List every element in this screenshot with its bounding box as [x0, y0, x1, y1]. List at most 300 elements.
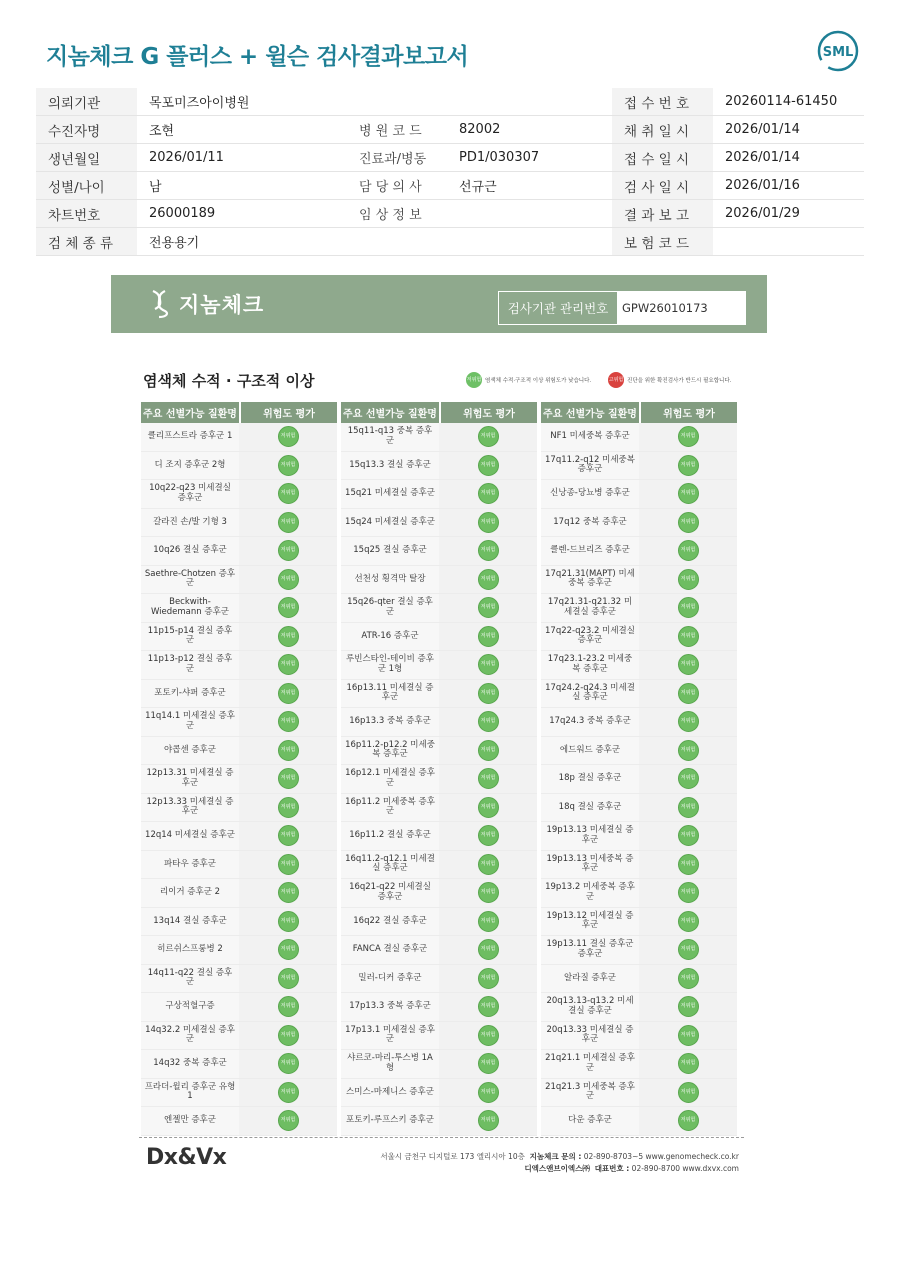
- disease-row: [541, 737, 737, 766]
- risk-cell: [439, 594, 537, 622]
- low-risk-badge-icon: 저위험: [478, 654, 499, 675]
- low-risk-badge-icon: 저위험: [278, 455, 299, 476]
- risk-cell: [239, 737, 337, 765]
- risk-cell: [239, 1022, 337, 1050]
- risk-cell: [639, 480, 737, 508]
- disease-row: [141, 566, 337, 595]
- disease-name: 디 조지 증후군 2형: [141, 452, 239, 480]
- risk-cell: [639, 423, 737, 451]
- low-risk-legend-icon: 저위험: [466, 372, 482, 388]
- risk-cell: [639, 1079, 737, 1107]
- disease-row: [141, 737, 337, 766]
- disease-name: 20q13.33 미세결실 증후군: [541, 1022, 639, 1050]
- header-risk: 위험도 평가: [263, 409, 315, 420]
- info-label: 접 수 번 호: [612, 88, 713, 116]
- risk-cell: [439, 965, 537, 993]
- mgmt-value: GPW26010173: [618, 292, 745, 324]
- low-risk-badge-icon: 저위험: [278, 654, 299, 675]
- disease-name: 루빈스타인-테이비 증후군 1형: [341, 651, 439, 679]
- disease-row: [541, 480, 737, 509]
- low-risk-badge-icon: 저위험: [278, 825, 299, 846]
- disease-row: [141, 594, 337, 623]
- disease-name: 21q21.1 미세결실 증후군: [541, 1050, 639, 1078]
- disease-row: [541, 765, 737, 794]
- info-label: 채 취 일 시: [612, 116, 713, 144]
- low-risk-badge-icon: 저위험: [478, 683, 499, 704]
- info-label: 결 과 보 고: [612, 200, 713, 228]
- low-risk-badge-icon: 저위험: [678, 512, 699, 533]
- disease-name: 밀러-디커 증후군: [341, 965, 439, 993]
- info-value: 82002: [447, 116, 612, 144]
- footer-divider: [139, 1137, 744, 1138]
- info-value: [447, 88, 612, 116]
- disease-name: 11p13-p12 결실 증후군: [141, 651, 239, 679]
- low-risk-badge-icon: 저위험: [278, 911, 299, 932]
- risk-cell: [239, 765, 337, 793]
- low-risk-badge-icon: 저위험: [478, 455, 499, 476]
- low-risk-badge-icon: 저위험: [678, 483, 699, 504]
- low-risk-badge-icon: 저위험: [278, 968, 299, 989]
- risk-cell: [239, 879, 337, 907]
- low-risk-badge-icon: 저위험: [678, 626, 699, 647]
- header-disease-name: 주요 선별가능 질환명: [341, 402, 441, 423]
- risk-cell: [439, 1107, 537, 1135]
- disease-row: [541, 993, 737, 1022]
- risk-cell: [439, 822, 537, 850]
- risk-cell: [439, 423, 537, 451]
- disease-row: [541, 965, 737, 994]
- disease-name: 17q21.31-q21.32 미세결실 증후군: [541, 594, 639, 622]
- low-risk-badge-icon: 저위험: [478, 1110, 499, 1131]
- genomecheck-logo: [147, 289, 264, 319]
- disease-row: [341, 1107, 537, 1136]
- risk-cell: [639, 623, 737, 651]
- disease-name: 히르쉬스프룽병 2: [141, 936, 239, 964]
- low-risk-badge-icon: 저위험: [278, 882, 299, 903]
- risk-cell: [639, 851, 737, 879]
- disease-row: [141, 623, 337, 652]
- low-risk-badge-icon: 저위험: [278, 1025, 299, 1046]
- disease-name: 19p13.2 미세중복 증후군: [541, 879, 639, 907]
- disease-name: 포토키-샤퍼 증후군: [141, 680, 239, 708]
- info-value: [713, 228, 864, 256]
- info-value: 조현: [137, 116, 347, 144]
- info-row: [36, 116, 864, 144]
- disease-row: [541, 566, 737, 595]
- disease-row: [341, 936, 537, 965]
- risk-cell: [439, 1050, 537, 1078]
- info-value: 남: [137, 172, 347, 200]
- disease-name: 클리프스트라 증후군 1: [141, 423, 239, 451]
- risk-cell: [439, 708, 537, 736]
- disease-row: [341, 1050, 537, 1079]
- disease-row: [141, 851, 337, 880]
- disease-name: 18q 결실 증후군: [541, 794, 639, 822]
- risk-cell: [239, 1050, 337, 1078]
- info-row: [36, 144, 864, 172]
- column-header: [341, 402, 537, 423]
- risk-cell: [239, 480, 337, 508]
- info-value: 2026/01/29: [713, 200, 864, 228]
- disease-row: [141, 509, 337, 538]
- disease-name: 15q11-q13 중복 증후군: [341, 423, 439, 451]
- low-risk-badge-icon: 저위험: [678, 569, 699, 590]
- risk-cell: [439, 851, 537, 879]
- low-risk-badge-icon: 저위험: [278, 683, 299, 704]
- risk-cell: [239, 993, 337, 1021]
- risk-cell: [239, 566, 337, 594]
- risk-cell: [439, 1022, 537, 1050]
- header-disease-name: 주요 선별가능 질환명: [541, 402, 641, 423]
- disease-row: [541, 594, 737, 623]
- risk-cell: [439, 794, 537, 822]
- disease-row: [541, 537, 737, 566]
- disease-name: 구상적혈구증: [141, 993, 239, 1021]
- risk-cell: [639, 566, 737, 594]
- risk-cell: [239, 794, 337, 822]
- disease-name: 17q22-q23.2 미세결실 증후군: [541, 623, 639, 651]
- disease-row: [141, 908, 337, 937]
- info-label: 성별/나이: [36, 172, 137, 200]
- disease-name: 신낭종-당뇨병 증후군: [541, 480, 639, 508]
- column-header: [141, 402, 337, 423]
- info-label: 진료과/병동: [347, 144, 447, 172]
- genomecheck-brand: 지놈체크: [179, 293, 265, 317]
- disease-row: [141, 480, 337, 509]
- disease-row: [141, 1079, 337, 1108]
- disease-name: 16p13.3 중복 증후군: [341, 708, 439, 736]
- risk-cell: [639, 822, 737, 850]
- low-risk-badge-icon: 저위험: [478, 996, 499, 1017]
- info-label: 의뢰기관: [36, 88, 137, 116]
- disease-name: 14q11-q22 결실 증후군: [141, 965, 239, 993]
- legend-low: [466, 372, 591, 388]
- info-label: [347, 88, 447, 116]
- disease-name: 에드워드 증후군: [541, 737, 639, 765]
- disease-row: [341, 879, 537, 908]
- low-risk-badge-icon: 저위험: [278, 768, 299, 789]
- disease-name: 갈라진 손/발 기형 3: [141, 509, 239, 537]
- disease-row: [141, 708, 337, 737]
- disease-row: [341, 822, 537, 851]
- disease-name: Saethre-Chotzen 증후군: [141, 566, 239, 594]
- disease-name: 18p 결실 증후군: [541, 765, 639, 793]
- disease-name: 10q26 결실 증후군: [141, 537, 239, 565]
- disease-column: [541, 402, 737, 1136]
- risk-cell: [639, 651, 737, 679]
- mgmt-label: 검사기관 관리번호: [499, 292, 618, 324]
- patient-info-table: [36, 88, 864, 256]
- info-label: 수진자명: [36, 116, 137, 144]
- disease-row: [341, 423, 537, 452]
- disease-name: 11p15-p14 결실 증후군: [141, 623, 239, 651]
- disease-name: 프라더-윌리 증후군 유형 1: [141, 1079, 239, 1107]
- disease-row: [541, 822, 737, 851]
- disease-row: [141, 965, 337, 994]
- disease-name: 샤르코-마리-투스병 1A형: [341, 1050, 439, 1078]
- low-risk-badge-icon: 저위험: [278, 1110, 299, 1131]
- low-risk-badge-icon: 저위험: [278, 540, 299, 561]
- disease-row: [141, 537, 337, 566]
- footer-phone-value: 02-890-8700 www.dxvx.com: [631, 1164, 739, 1173]
- disease-name: 12p13.31 미세결실 증후군: [141, 765, 239, 793]
- disease-row: [541, 708, 737, 737]
- low-risk-badge-icon: 저위험: [678, 740, 699, 761]
- low-risk-badge-icon: 저위험: [478, 825, 499, 846]
- disease-row: [141, 680, 337, 709]
- info-label: 검 사 일 시: [612, 172, 713, 200]
- disease-column: [341, 402, 537, 1136]
- disease-name: 알라질 증후군: [541, 965, 639, 993]
- risk-cell: [239, 594, 337, 622]
- risk-cell: [239, 423, 337, 451]
- info-label: 보 험 코 드: [612, 228, 713, 256]
- low-risk-badge-icon: 저위험: [278, 854, 299, 875]
- disease-name: 리이거 증후군 2: [141, 879, 239, 907]
- risk-cell: [239, 509, 337, 537]
- low-risk-badge-icon: 저위험: [678, 455, 699, 476]
- low-risk-badge-icon: 저위험: [478, 797, 499, 818]
- info-label: [347, 228, 447, 256]
- info-label: 접 수 일 시: [612, 144, 713, 172]
- risk-cell: [639, 737, 737, 765]
- info-value: 목포미즈아이병원: [137, 88, 347, 116]
- disease-name: 19p13.13 미세중복 증후군: [541, 851, 639, 879]
- risk-cell: [239, 452, 337, 480]
- risk-cell: [639, 537, 737, 565]
- disease-name: NF1 미세중복 증후군: [541, 423, 639, 451]
- low-risk-badge-icon: 저위험: [678, 968, 699, 989]
- disease-name: 17p13.1 미세결실 증후군: [341, 1022, 439, 1050]
- disease-row: [141, 1107, 337, 1136]
- disease-name: 15q24 미세결실 증후군: [341, 509, 439, 537]
- low-risk-badge-icon: 저위험: [478, 882, 499, 903]
- risk-cell: [639, 509, 737, 537]
- disease-name: 17q11.2-q12 미세중복 증후군: [541, 452, 639, 480]
- disease-name: FANCA 결실 증후군: [341, 936, 439, 964]
- low-risk-badge-icon: 저위험: [678, 1053, 699, 1074]
- disease-name: 11q14.1 미세결실 증후군: [141, 708, 239, 736]
- dna-icon: [147, 289, 173, 319]
- risk-cell: [639, 879, 737, 907]
- risk-cell: [639, 1050, 737, 1078]
- footer-address: 서울시 금천구 디지털로 173 엘리시아 10층: [380, 1152, 525, 1161]
- disease-row: [541, 452, 737, 481]
- disease-name: 16p11.2 결실 증후군: [341, 822, 439, 850]
- low-risk-badge-icon: 저위험: [278, 512, 299, 533]
- disease-name: 17q21.31(MAPT) 미세중복 증후군: [541, 566, 639, 594]
- disease-name: 19p13.12 미세결실 증후군: [541, 908, 639, 936]
- info-label: 생년월일: [36, 144, 137, 172]
- disease-name: 16p11.2-p12.2 미세중복 증후군: [341, 737, 439, 765]
- disease-row: [541, 851, 737, 880]
- sml-logo-text: SML: [822, 45, 854, 60]
- disease-name: 17p13.3 중복 증후군: [341, 993, 439, 1021]
- low-risk-badge-icon: 저위험: [478, 939, 499, 960]
- disease-name: 17q23.1-23.2 미세중복 증후군: [541, 651, 639, 679]
- disease-row: [341, 851, 537, 880]
- disease-row: [141, 993, 337, 1022]
- disease-row: [341, 965, 537, 994]
- genomecheck-banner: [111, 275, 767, 333]
- low-risk-badge-icon: 저위험: [678, 825, 699, 846]
- low-risk-badge-icon: 저위험: [478, 854, 499, 875]
- info-value: [447, 200, 612, 228]
- disease-row: [541, 879, 737, 908]
- low-risk-badge-icon: 저위험: [478, 512, 499, 533]
- risk-cell: [239, 965, 337, 993]
- disease-row: [541, 623, 737, 652]
- risk-cell: [639, 1022, 737, 1050]
- low-risk-badge-icon: 저위험: [478, 740, 499, 761]
- risk-cell: [639, 965, 737, 993]
- low-risk-badge-icon: 저위험: [678, 683, 699, 704]
- risk-cell: [439, 509, 537, 537]
- disease-row: [341, 765, 537, 794]
- disease-row: [341, 509, 537, 538]
- risk-cell: [439, 908, 537, 936]
- risk-cell: [239, 680, 337, 708]
- disease-name: 20q13.13-q13.2 미세결실 증후군: [541, 993, 639, 1021]
- risk-cell: [639, 680, 737, 708]
- disease-row: [541, 680, 737, 709]
- disease-risk-grid: [141, 402, 737, 1136]
- lab-management-number: [498, 291, 746, 325]
- disease-name: 13q14 결실 증후군: [141, 908, 239, 936]
- risk-cell: [439, 936, 537, 964]
- disease-row: [341, 480, 537, 509]
- disease-column: [141, 402, 337, 1136]
- sml-logo: [817, 30, 859, 72]
- disease-row: [341, 1079, 537, 1108]
- info-label: 검 체 종 류: [36, 228, 137, 256]
- disease-name: 19p13.13 미세결실 증후군: [541, 822, 639, 850]
- low-risk-badge-icon: 저위험: [278, 626, 299, 647]
- low-risk-badge-icon: 저위험: [478, 626, 499, 647]
- footer-phone-label: 대표번호 :: [594, 1164, 630, 1173]
- disease-name: 16q11.2-q12.1 미세결실 증후군: [341, 851, 439, 879]
- low-risk-badge-icon: 저위험: [278, 996, 299, 1017]
- risk-cell: [639, 765, 737, 793]
- disease-row: [341, 594, 537, 623]
- low-risk-badge-icon: 저위험: [678, 711, 699, 732]
- disease-name: 17q24.3 중복 증후군: [541, 708, 639, 736]
- info-label: 병 원 코 드: [347, 116, 447, 144]
- low-risk-badge-icon: 저위험: [278, 740, 299, 761]
- risk-cell: [639, 794, 737, 822]
- disease-row: [341, 737, 537, 766]
- low-risk-badge-icon: 저위험: [478, 711, 499, 732]
- disease-row: [341, 908, 537, 937]
- info-value: 2026/01/14: [713, 116, 864, 144]
- disease-name: 클렌-드브리즈 증후군: [541, 537, 639, 565]
- disease-row: [541, 1022, 737, 1051]
- disease-name: 16p11.2 미세중복 증후군: [341, 794, 439, 822]
- header-risk: 위험도 평가: [463, 409, 515, 420]
- low-risk-badge-icon: 저위험: [478, 426, 499, 447]
- footer-inquiry-label: 지놈체크 문의 :: [529, 1152, 582, 1161]
- dxvx-logo: Dx&Vx: [146, 1145, 227, 1170]
- disease-name: 14q32.2 미세결실 증후군: [141, 1022, 239, 1050]
- disease-row: [141, 822, 337, 851]
- risk-cell: [639, 993, 737, 1021]
- disease-name: 포토키-루프스키 증후군: [341, 1107, 439, 1135]
- low-risk-badge-icon: 저위험: [478, 483, 499, 504]
- risk-cell: [239, 908, 337, 936]
- info-value: 2026/01/16: [713, 172, 864, 200]
- low-risk-badge-icon: 저위험: [278, 597, 299, 618]
- info-value: [447, 228, 612, 256]
- disease-name: 12p13.33 미세결실 증후군: [141, 794, 239, 822]
- low-risk-badge-icon: 저위험: [478, 569, 499, 590]
- disease-row: [141, 936, 337, 965]
- disease-name: Beckwith-Wiedemann 증후군: [141, 594, 239, 622]
- disease-row: [141, 794, 337, 823]
- disease-name: 16q21-q22 미세결실 증후군: [341, 879, 439, 907]
- disease-row: [141, 879, 337, 908]
- low-risk-badge-icon: 저위험: [678, 1110, 699, 1131]
- legend-high: [608, 372, 731, 388]
- disease-row: [341, 1022, 537, 1051]
- risk-cell: [439, 993, 537, 1021]
- risk-cell: [639, 908, 737, 936]
- info-row: [36, 228, 864, 256]
- info-value: PD1/030307: [447, 144, 612, 172]
- disease-row: [541, 1050, 737, 1079]
- low-risk-badge-icon: 저위험: [278, 797, 299, 818]
- risk-cell: [439, 765, 537, 793]
- disease-name: 16p13.11 미세결실 증후군: [341, 680, 439, 708]
- disease-name: 15q26-qter 결실 증후군: [341, 594, 439, 622]
- disease-name: 스미스-마제니스 증후군: [341, 1079, 439, 1107]
- risk-cell: [439, 879, 537, 907]
- disease-name: 19p13.11 결실 증후군 증후군: [541, 936, 639, 964]
- legend-low-text: 염색체 수적·구조적 이상 위험도가 낮습니다.: [485, 378, 592, 384]
- disease-name: 엔젤만 증후군: [141, 1107, 239, 1135]
- info-value: 전용용기: [137, 228, 347, 256]
- report-page: [111, 275, 767, 1200]
- info-label: 담 당 의 사: [347, 172, 447, 200]
- disease-row: [141, 1050, 337, 1079]
- header-risk: 위험도 평가: [663, 409, 715, 420]
- disease-row: [341, 452, 537, 481]
- disease-row: [141, 1022, 337, 1051]
- high-risk-legend-icon: 고위험: [608, 372, 624, 388]
- disease-name: 17q12 중복 증후군: [541, 509, 639, 537]
- risk-cell: [439, 651, 537, 679]
- low-risk-badge-icon: 저위험: [278, 569, 299, 590]
- low-risk-badge-icon: 저위험: [678, 768, 699, 789]
- risk-cell: [239, 1107, 337, 1135]
- disease-row: [541, 423, 737, 452]
- risk-cell: [439, 537, 537, 565]
- low-risk-badge-icon: 저위험: [278, 426, 299, 447]
- disease-name: 15q25 결실 증후군: [341, 537, 439, 565]
- low-risk-badge-icon: 저위험: [478, 1082, 499, 1103]
- disease-row: [141, 765, 337, 794]
- low-risk-badge-icon: 저위험: [478, 1025, 499, 1046]
- disease-row: [341, 680, 537, 709]
- risk-cell: [439, 623, 537, 651]
- risk-cell: [239, 936, 337, 964]
- disease-name: 16q22 결실 증후군: [341, 908, 439, 936]
- risk-cell: [439, 1079, 537, 1107]
- low-risk-badge-icon: 저위험: [678, 911, 699, 932]
- disease-row: [541, 794, 737, 823]
- low-risk-badge-icon: 저위험: [678, 1082, 699, 1103]
- disease-name: 21q21.3 미세중복 증후군: [541, 1079, 639, 1107]
- disease-name: 10q22-q23 미세결실 증후군: [141, 480, 239, 508]
